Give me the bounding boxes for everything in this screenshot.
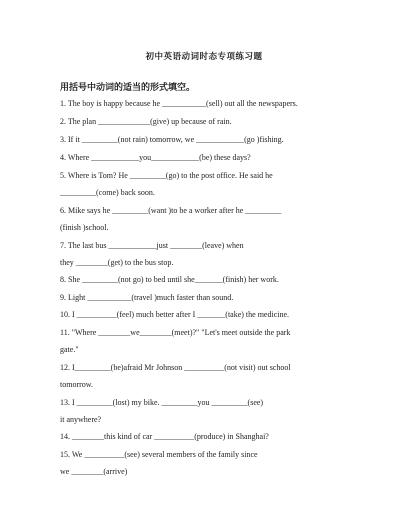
exercise-line: _________(come) back soon. — [60, 188, 155, 197]
exercise-line: 11. "Where ________we________(meet)?" "Let's meet outside the park — [60, 328, 291, 337]
exercise-instruction: 用括号中动词的适当的形式填空。 — [60, 82, 196, 92]
exercise-line: (finish )school. — [60, 223, 109, 232]
exercise-line: 12. I_________(be)afraid Mr Johnson __________(not visit) out school — [60, 363, 291, 372]
exercise-line: 3. If it _________(not rain) tomorrow, we ____________(go )fishing. — [60, 135, 284, 144]
exercise-line: 7. The last bus ____________just ________(leave) when — [60, 241, 244, 250]
exercise-line: gate." — [60, 345, 79, 354]
exercise-line: 2. The plan _____________(give) up because of rain. — [60, 117, 232, 126]
exercise-line: 1. The boy is happy because he ___________(sell) out all the newspapers. — [60, 99, 298, 108]
document-title: 初中英语动词时态专项练习题 — [145, 51, 263, 61]
exercise-line: 9. Light ___________(travel )much faster than sound. — [60, 293, 234, 302]
exercise-line: we ________(arrive) — [60, 467, 128, 476]
exercise-line: it anywhere? — [60, 415, 102, 424]
exercise-line: 6. Mike says he _________(want )to be a worker after he _________ — [60, 206, 282, 215]
exercise-line: 5. Where is Tom? He _________(go) to the post office. He said he — [60, 171, 273, 180]
exercise-line: 10. I __________(feel) much better after I _______(take) the medicine. — [60, 310, 290, 319]
exercise-line: 8. She _________(not go) to bed until she_______(finish) her work. — [60, 275, 279, 284]
exercise-line: 15. We __________(see) several members of the family since — [60, 450, 258, 459]
exercise-line: tomorrow. — [60, 380, 94, 389]
exercise-line: 14. ________this kind of car __________(produce) in Shanghai? — [60, 432, 269, 441]
exercise-line: they ________(get) to the bus stop. — [60, 258, 174, 267]
exercise-line: 13. I _________(lost) my bike. _________you _________(see) — [60, 398, 264, 407]
exercise-line: 4. Where ____________you____________(be) these days? — [60, 153, 251, 162]
